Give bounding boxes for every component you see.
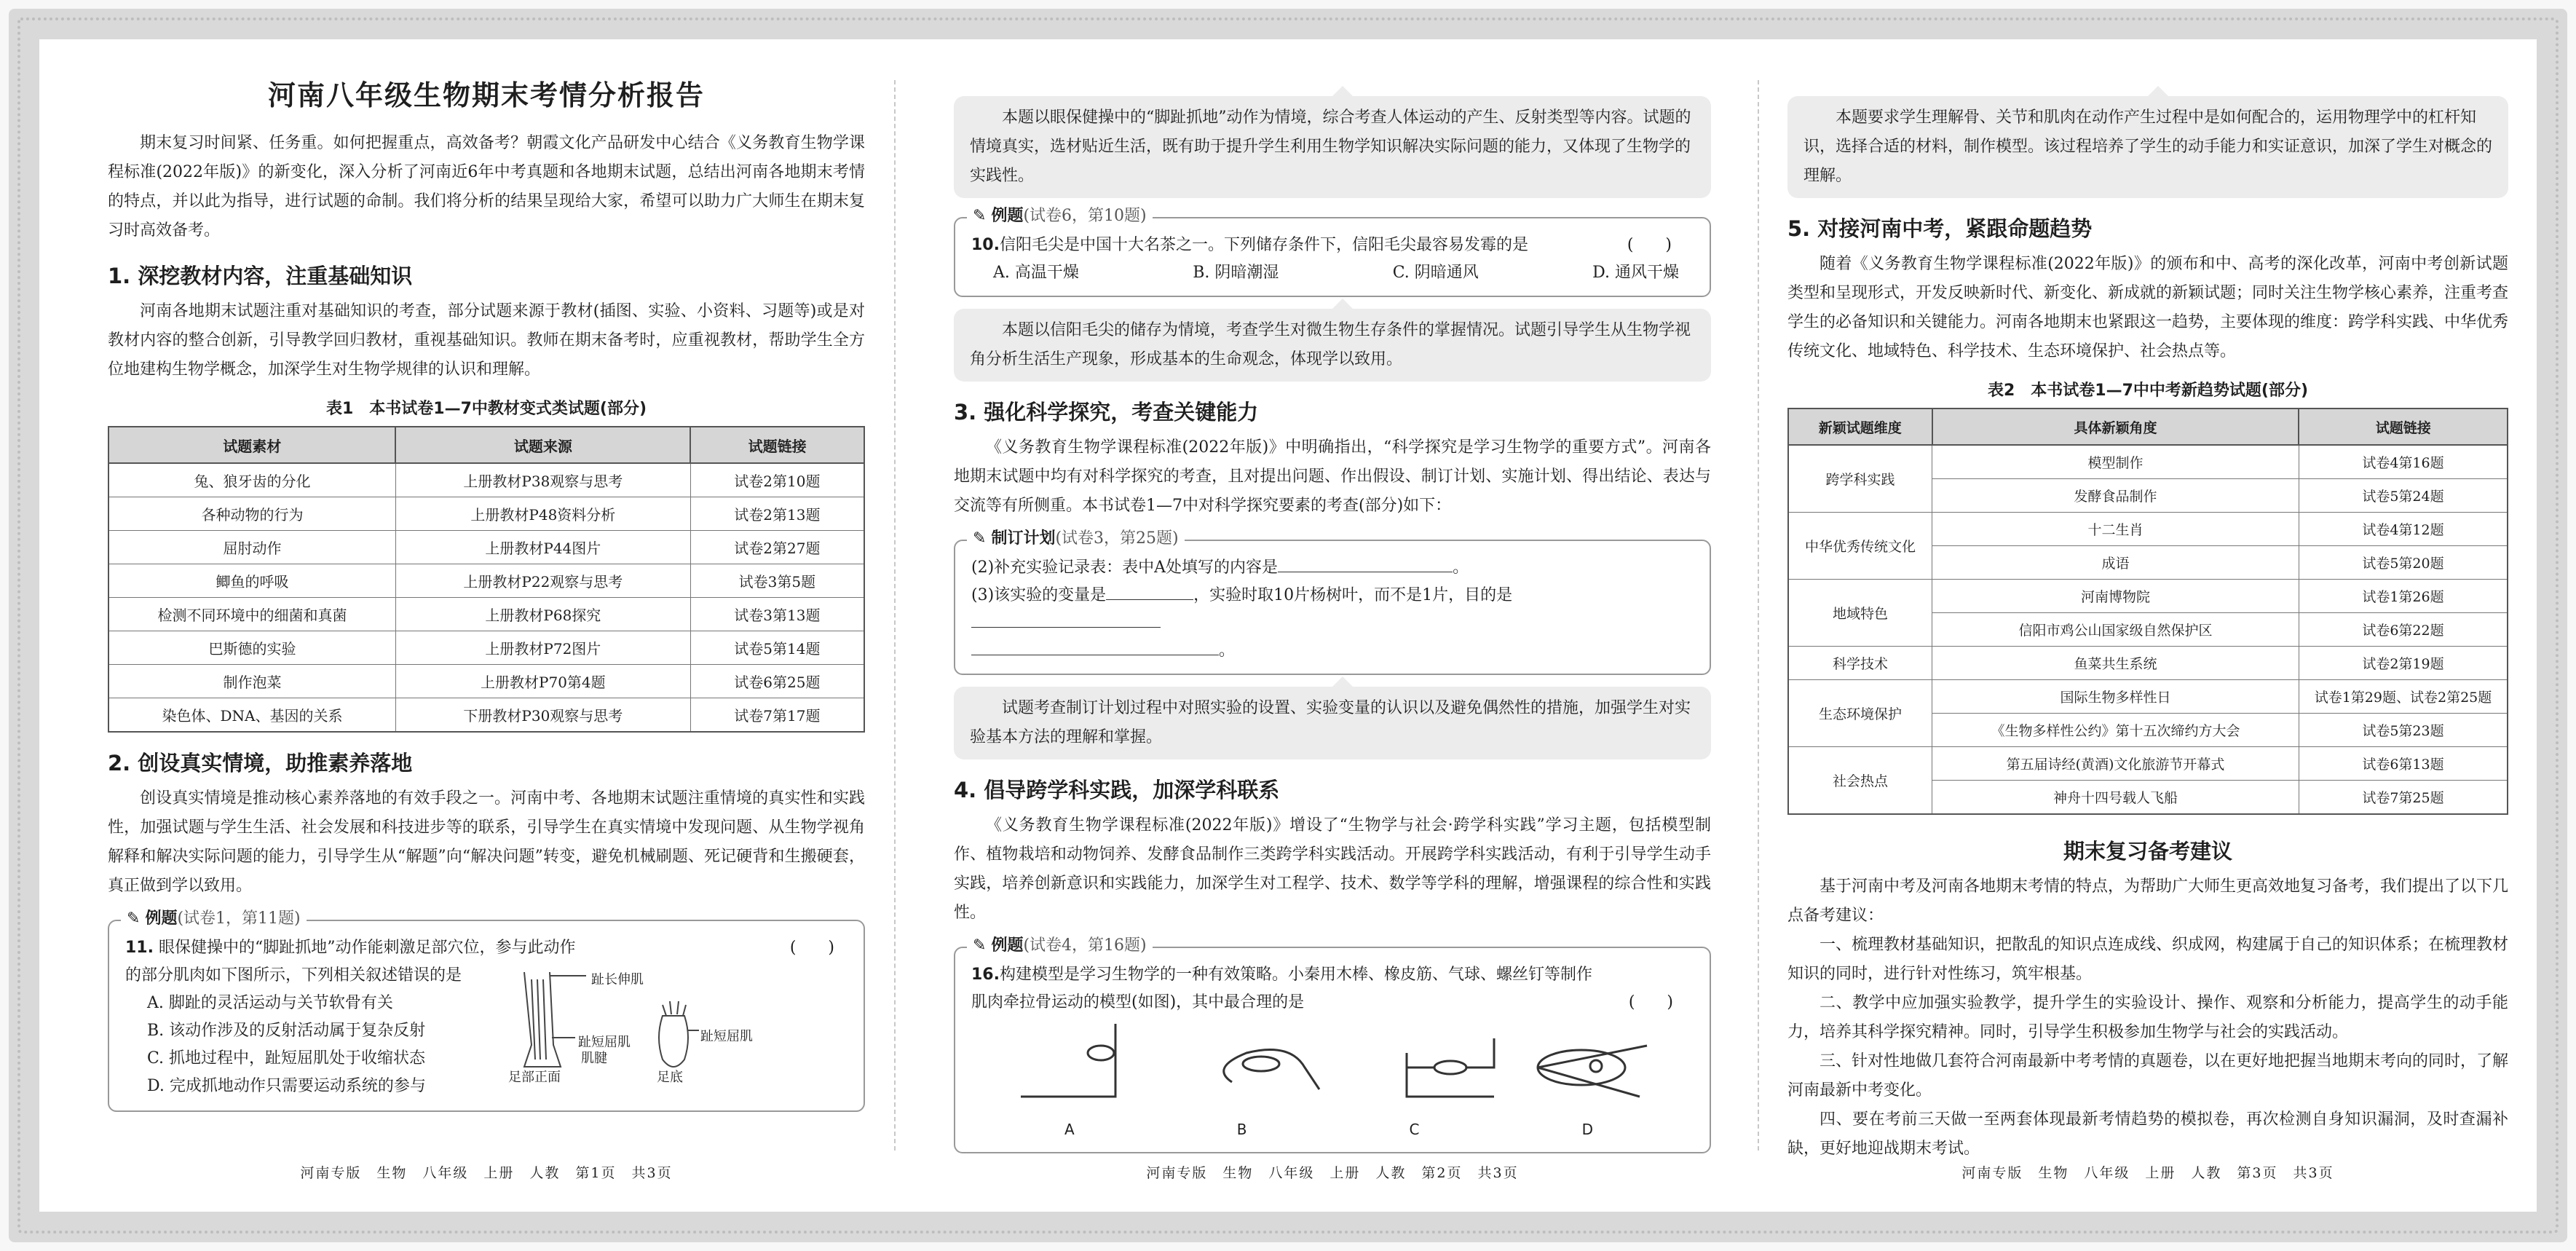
answer-bracket: ( ) (789, 939, 834, 957)
column-2 (954, 66, 1711, 1151)
table-cell: 试卷5第24题 (2299, 479, 2508, 513)
table-cell: 十二生肖 (1932, 513, 2299, 546)
analysis-note: 本题要求学生理解骨、关节和肌肉在动作产生过程中是如何配合的，运用物理学中的杠杆知识，选择合适的材料，制作模型。该过程培养了学生的动手能力和实证意识，加深了学生对概念的理解。 (1787, 96, 2508, 198)
table-dimension-cell: 科学技术 (1788, 647, 1932, 680)
table-cell: 染色体、DNA、基因的关系 (108, 698, 395, 733)
question-number: 16. (971, 966, 1000, 984)
answer-bracket: ( ) (1627, 236, 1672, 254)
example-box (954, 936, 1711, 1153)
figure-label: 肌腱 (581, 1051, 607, 1066)
plan-box: ✎ 制订计划(试卷3，第25题) (2)补充实验记录表：表中A处填写的内容是 。 (3)该实验的变量是 ，实验时取10片杨树叶，而不是1片，目的是 。 (954, 540, 1711, 675)
question-text: 信阳毛尖是中国十大名茶之一。下列储存条件下，信阳毛尖最容易发霉的是 (999, 236, 1528, 254)
section-4-text: 《义务教育生物学课程标准(2022年版)》增设了“生物学与社会·跨学科实践”学习主题，包括模型制作、植物栽培和动物饲养、发酵食品制作三类跨学科实践活动。开展跨学科实践活动，有利于引导学生动手实践，培养创新意识和实践能力，加深学生对工程学、技术、数学等学科的理解，增强课程的综合性和实践性。 (954, 816, 1711, 922)
table-cell: 试卷7第25题 (2299, 781, 2508, 815)
table-cell: 发酵食品制作 (1932, 479, 2299, 513)
option-c: C. 抓地过程中，趾短屈肌处于收缩状态 (147, 1049, 426, 1068)
example-label: ✎ 制订计划(试卷3，第25题) (967, 528, 1185, 550)
example-icon: ✎ (973, 529, 987, 548)
section-3-text: 《义务教育生物学课程标准(2022年版)》中明确指出，“科学探究是学习生物学的重要方式”。河南各地期末试题中均有对科学探究的考查，且对提出问题、作出假设、制订计划、实施计划、得出结论、表达与交流等有所侧重。本书试卷1—7中对科学探究要素的考查(部分)如下： (954, 438, 1711, 515)
table-cell: 制作泡菜 (108, 665, 395, 698)
plan-question-2: (2)补充实验记录表：表中A处填写的内容是 (971, 559, 1279, 577)
plan-question-3: (3)该实验的变量是 (971, 586, 1107, 604)
table-cell: 鱼菜共生系统 (1932, 647, 2299, 680)
table-cell: 模型制作 (1932, 445, 2299, 479)
option-c: C (1409, 1121, 1420, 1138)
column-divider (894, 80, 896, 1151)
table-row (1788, 647, 2508, 680)
answer-bracket: ( ) (1628, 993, 1673, 1011)
table-cell: 屈肘动作 (108, 531, 395, 564)
example-box (108, 909, 865, 1112)
page-footer: 河南专版 生物 八年级 上册 人教 第3页 共3页 (1961, 1165, 2334, 1181)
table-cell: 第五届诗经(黄酒)文化旅游节开幕式 (1932, 747, 2299, 781)
table-cell: 信阳市鸡公山国家级自然保护区 (1932, 613, 2299, 647)
table-row (1788, 580, 2508, 613)
section-4-heading: 4. 倡导跨学科实践，加深学科联系 (954, 778, 1280, 802)
table-row (108, 531, 864, 564)
question-text: 构建模型是学习生物学的一种有效策略。小秦用木棒、橡皮筋、气球、螺丝钉等制作肌肉牵拉骨运动的模型(如图)，其中最合理的是 (971, 966, 1592, 1011)
table-row (108, 463, 864, 497)
table-2-header: 试题链接 (2299, 409, 2508, 445)
table-cell: 上册教材P38观察与思考 (395, 463, 690, 497)
example-label: ✎ 例题(试卷4，第16题) (967, 935, 1153, 957)
table-dimension-cell: 社会热点 (1788, 747, 1932, 815)
page-title: 河南八年级生物期末考情分析报告 (267, 79, 705, 111)
page-footer: 河南专版 生物 八年级 上册 人教 第1页 共3页 (300, 1165, 673, 1181)
table-2-header: 新颖试题维度 (1788, 409, 1932, 445)
table-row (108, 598, 864, 631)
table-row (108, 564, 864, 598)
option-a: A. 脚趾的灵活运动与关节软骨有关 (147, 994, 393, 1012)
table-cell: 试卷3第13题 (690, 598, 864, 631)
example-box (954, 207, 1711, 297)
section-1-heading: 1. 深挖教材内容，注重基础知识 (108, 264, 413, 288)
table-row (108, 497, 864, 531)
table-1-header: 试题链接 (690, 427, 864, 463)
table-cell: 试卷5第23题 (2299, 714, 2508, 747)
table-1-header: 试题来源 (395, 427, 690, 463)
table-cell: 试卷4第12题 (2299, 513, 2508, 546)
table-dimension-cell: 跨学科实践 (1788, 445, 1932, 513)
table-cell: 试卷6第13题 (2299, 747, 2508, 781)
advice-heading: 期末复习备考建议 (2063, 839, 2232, 864)
advice-intro: 基于河南中考及河南各地期末考情的特点，为帮助广大师生更高效地复习备考，我们提出了以下几点备考建议： (1787, 877, 2509, 925)
analysis-note: 本题以眼保健操中的“脚趾抓地”动作为情境，综合考查人体运动的产生、反射类型等内容。试题的情境真实，选材贴近生活，既有助于提升学生利用生物学知识解决实际问题的能力，又体现了生物学的实践性。 (954, 96, 1711, 198)
option-b: B (1236, 1121, 1247, 1138)
table-cell: 鲫鱼的呼吸 (108, 564, 395, 598)
figure-label: 趾短屈肌 (700, 1029, 753, 1044)
figure-label: 足部正面 (508, 1070, 561, 1085)
table-row (1788, 680, 2508, 714)
table-cell: 试卷7第17题 (690, 698, 864, 733)
table-cell: 试卷3第5题 (690, 564, 864, 598)
table-cell: 检测不同环境中的细菌和真菌 (108, 598, 395, 631)
column-3 (1787, 66, 2509, 1158)
table-1 (108, 426, 865, 733)
table-cell: 试卷4第16题 (2299, 445, 2508, 479)
figure-label: 趾长伸肌 (591, 972, 644, 987)
analysis-note: 试题考查制订计划过程中对照实验的设置、实验变量的认识以及避免偶然性的措施，加强学生对实验基本方法的理解和掌握。 (954, 687, 1711, 759)
table-cell: 河南博物院 (1932, 580, 2299, 613)
table-cell: 上册教材P44图片 (395, 531, 690, 564)
table-cell: 试卷6第22题 (2299, 613, 2508, 647)
table-row (1788, 747, 2508, 781)
table-cell: 神舟十四号载人飞船 (1932, 781, 2299, 815)
table-cell: 试卷2第19题 (2299, 647, 2508, 680)
option-a: A. 高温干燥 (993, 264, 1079, 282)
question-number: 11. (125, 939, 154, 957)
option-b: B. 阴暗潮湿 (1193, 264, 1279, 282)
figure-label: 足底 (657, 1070, 683, 1085)
table-cell: 试卷2第27题 (690, 531, 864, 564)
table-row (108, 631, 864, 665)
table-cell: 《生物多样性公约》第十五次缔约方大会 (1932, 714, 2299, 747)
table-row (1788, 445, 2508, 479)
table-cell: 上册教材P72图片 (395, 631, 690, 665)
question-text: 眼保健操中的“脚趾抓地”动作能刺激足部穴位，参与此动作的部分肌肉如下图所示，下列相关叙述错误的是 (125, 939, 576, 984)
table-cell: 国际生物多样性日 (1932, 680, 2299, 714)
advice-item: 二、教学中应加强实验教学，提升学生的实验设计、操作、观察和分析能力，提高学生的动手能力，培养其科学探究精神。同时，引导学生积极参加生物学与社会的实践活动。 (1787, 994, 2508, 1041)
table-cell: 上册教材P68探究 (395, 598, 690, 631)
table-row (108, 698, 864, 733)
table-cell: 兔、狼牙齿的分化 (108, 463, 395, 497)
section-5-heading: 5. 对接河南中考，紧跟命题趋势 (1787, 216, 2093, 241)
intro-paragraph: 期末复习时间紧、任务重。如何把握重点，高效备考？朝霞文化产品研发中心结合《义务教育生物学课程标准(2022年版)》的新变化，深入分析了河南近6年中考真题和各地期末试题，总结出河南各地期末考情的特点，并以此为指导，进行试题的命制。我们将分析的结果呈现给大家，希望可以助力广大师生在期末复习时高效备考。 (108, 134, 865, 240)
table-cell: 各种动物的行为 (108, 497, 395, 531)
table-2-caption: 表2 本书试卷1—7中中考新趋势试题(部分) (1987, 382, 2309, 400)
analysis-note: 本题以信阳毛尖的储存为情境，考查学生对微生物生存条件的掌握情况。试题引导学生从生物学视角分析生活生产现象，形成基本的生命观念，体现学以致用。 (954, 309, 1711, 382)
figure-label: 趾短屈肌 (578, 1035, 631, 1050)
example-icon: ✎ (973, 207, 987, 225)
section-5-text: 随着《义务教育生物学课程标准(2022年版)》的颁布和中、高考的深化改革，河南中考创新试题类型和呈现形式，开发反映新时代、新变化、新成就的新颖试题；同时关注生物学核心素养，注重考查学生的必备知识和关键能力。河南各地期末也紧跟这一趋势，主要体现的维度：跨学科实践、中华优秀传统文化、地域特色、科学技术、生态环境保护、社会热点等。 (1787, 255, 2509, 360)
table-dimension-cell: 地域特色 (1788, 580, 1932, 647)
table-1-caption: 表1 本书试卷1—7中教材变式类试题(部分) (325, 400, 647, 418)
table-dimension-cell: 中华优秀传统文化 (1788, 513, 1932, 580)
muscle-model-figure (970, 1024, 1683, 1118)
option-c: C. 阴暗通风 (1392, 264, 1479, 282)
option-b: B. 该动作涉及的反射活动属于复杂反射 (147, 1022, 426, 1040)
table-row (1788, 513, 2508, 546)
table-cell: 成语 (1932, 546, 2299, 580)
example-icon: ✎ (127, 909, 141, 928)
section-3-heading: 3. 强化科学探究，考查关键能力 (954, 400, 1259, 425)
option-d: D (1581, 1121, 1593, 1138)
advice-item: 四、要在考前三天做一至两套体现最新考情趋势的模拟卷，再次检测自身知识漏洞，及时查漏补缺，更好地迎战期末考试。 (1787, 1110, 2508, 1158)
table-2-header: 具体新颖角度 (1932, 409, 2299, 445)
option-d: D. 完成抓地动作只需要运动系统的参与 (147, 1077, 426, 1095)
question-number: 10. (971, 236, 1000, 254)
table-row (108, 665, 864, 698)
answer-blank[interactable] (1106, 599, 1193, 600)
table-cell: 上册教材P70第4题 (395, 665, 690, 698)
column-divider (1758, 80, 1759, 1151)
option-d: D. 通风干燥 (1592, 264, 1679, 282)
example-icon: ✎ (973, 936, 987, 955)
table-cell: 试卷5第20题 (2299, 546, 2508, 580)
section-2-heading: 2. 创设真实情境，助推素养落地 (108, 751, 413, 776)
table-cell: 上册教材P48资料分析 (395, 497, 690, 531)
advice-item: 三、针对性地做几套符合河南最新中考考情的真题卷，以在更好地把握当地期末考向的同时，了解河南最新中考变化。 (1787, 1052, 2509, 1100)
table-cell: 试卷1第29题、试卷2第25题 (2299, 680, 2508, 714)
example-label: ✎ 例题(试卷1，第11题) (121, 908, 307, 930)
table-cell: 上册教材P22观察与思考 (395, 564, 690, 598)
example-label: ✎ 例题(试卷6，第10题) (967, 205, 1153, 227)
column-1 (108, 66, 865, 1151)
table-cell: 试卷2第13题 (690, 497, 864, 531)
table-2 (1787, 408, 2508, 815)
section-1-text: 河南各地期末试题注重对基础知识的考查，部分试题来源于教材(插图、实验、小资料、习题等)或是对教材内容的整合创新，引导教学回归教材，重视基础知识。教师在期末备考时，应重视教材，帮助学生全方位地建构生物学概念，加深学生对生物学规律的认识和理解。 (108, 302, 865, 379)
section-2-text: 创设真实情境是推动核心素养落地的有效手段之一。河南中考、各地期末试题注重情境的真实性和实践性，加强试题与学生生活、社会发展和科技进步等的联系，引导学生在真实情境中发现问题、从生物学视角解释和解决实际问题的能力，引导学生从“解题”向“解决问题”转变，避免机械刷题、死记硬背和生搬硬套，真正做到学以致用。 (108, 789, 865, 895)
table-cell: 试卷6第25题 (690, 665, 864, 698)
table-dimension-cell: 生态环境保护 (1788, 680, 1932, 747)
table-cell: 巴斯德的实验 (108, 631, 395, 665)
table-cell: 试卷1第26题 (2299, 580, 2508, 613)
page-footer: 河南专版 生物 八年级 上册 人教 第2页 共3页 (1146, 1165, 1519, 1181)
option-a: A (1064, 1121, 1075, 1138)
table-cell: 下册教材P30观察与思考 (395, 698, 690, 733)
table-cell: 试卷5第14题 (690, 631, 864, 665)
advice-item: 一、梳理教材基础知识，把散乱的知识点连成线、织成网，构建属于自己的知识体系；在梳理教材知识的同时，进行针对性练习，筑牢根基。 (1787, 936, 2509, 983)
answer-blank[interactable] (971, 627, 1161, 628)
table-cell: 试卷2第10题 (690, 463, 864, 497)
table-1-header: 试题素材 (108, 427, 395, 463)
